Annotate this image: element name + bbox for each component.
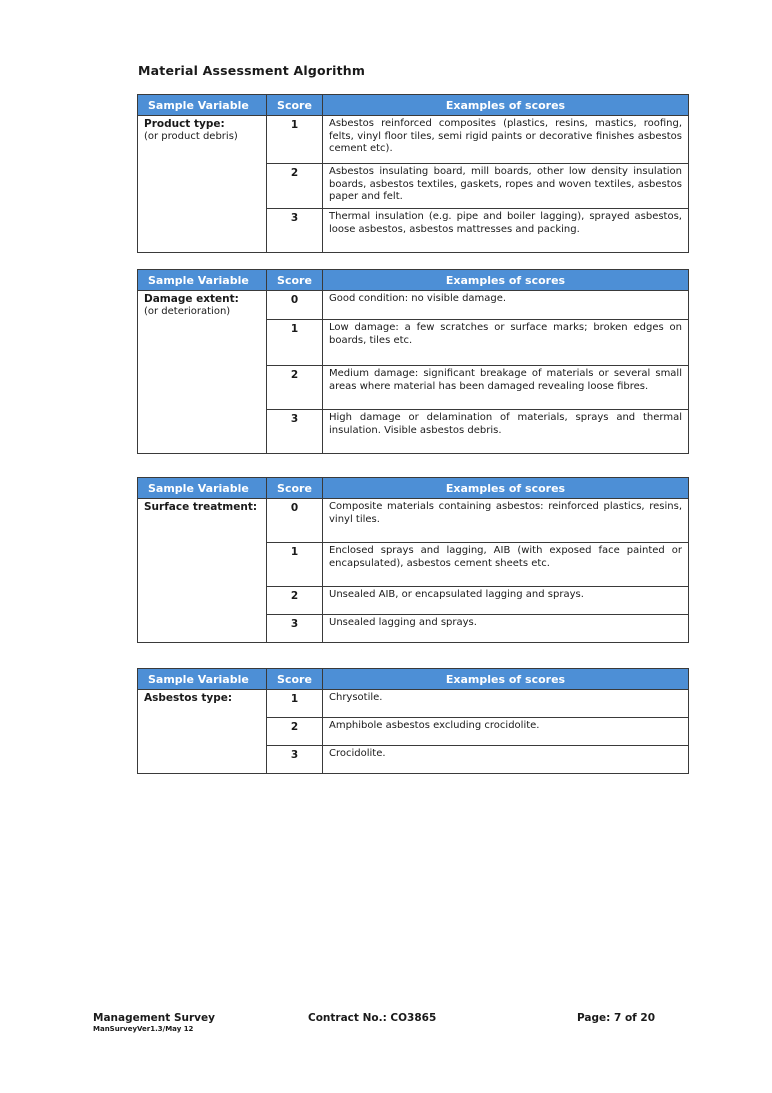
variable-name: Damage extent: xyxy=(144,293,239,305)
score-cell: 0 xyxy=(267,499,323,543)
example-cell: Thermal insulation (e.g. pipe and boiler lagging), sprayed asbestos, loose asbestos, asbestos mattresses and packing. xyxy=(323,209,689,253)
variable-cell xyxy=(138,690,267,774)
table-header-row xyxy=(138,669,689,690)
footer-contract-number: Contract No.: CO3865 xyxy=(308,1012,437,1024)
table-row xyxy=(138,690,689,718)
variable-cell xyxy=(138,116,267,253)
variable-cell xyxy=(138,499,267,643)
example-cell: Asbestos reinforced composites (plastics, resins, mastics, roofing, felts, vinyl floor tiles, semi rigid paints or decorative finishes asbestos cement etc). xyxy=(323,116,689,164)
score-cell: 2 xyxy=(267,366,323,410)
table-header-row xyxy=(138,478,689,499)
header-examples: Examples of scores xyxy=(323,669,689,690)
score-cell: 3 xyxy=(267,410,323,454)
header-sample-variable: Sample Variable xyxy=(138,669,267,690)
footer-doc-title: Management Survey xyxy=(93,1012,215,1024)
header-examples: Examples of scores xyxy=(323,270,689,291)
example-cell: Amphibole asbestos excluding crocidolite. xyxy=(323,718,689,746)
score-cell: 2 xyxy=(267,587,323,615)
damage-extent-table xyxy=(137,269,689,454)
example-cell: Composite materials containing asbestos: reinforced plastics, resins, vinyl tiles. xyxy=(323,499,689,543)
example-cell: Good condition: no visible damage. xyxy=(323,291,689,320)
footer-doc-version: ManSurveyVer1.3/May 12 xyxy=(93,1025,194,1033)
score-cell: 0 xyxy=(267,291,323,320)
variable-name: Asbestos type: xyxy=(144,692,233,704)
example-cell: Medium damage: significant breakage of materials or several small areas where material has been damaged revealing loose fibres. xyxy=(323,366,689,410)
example-cell: Low damage: a few scratches or surface marks; broken edges on boards, tiles etc. xyxy=(323,320,689,366)
footer-document-info xyxy=(93,1012,215,1033)
header-sample-variable: Sample Variable xyxy=(138,270,267,291)
example-cell: High damage or delamination of materials, sprays and thermal insulation. Visible asbestos debris. xyxy=(323,410,689,454)
score-cell: 3 xyxy=(267,209,323,253)
score-cell: 1 xyxy=(267,690,323,718)
table-header-row xyxy=(138,270,689,291)
variable-subtitle: (or deterioration) xyxy=(144,305,231,317)
table-row xyxy=(138,499,689,543)
example-cell: Chrysotile. xyxy=(323,690,689,718)
example-cell: Enclosed sprays and lagging, AIB (with exposed face painted or encapsulated), asbestos cement sheets etc. xyxy=(323,543,689,587)
example-cell: Asbestos insulating board, mill boards, other low density insulation boards, asbestos textiles, gaskets, ropes and woven textiles, asbestos paper and felt. xyxy=(323,164,689,209)
table-row xyxy=(138,116,689,164)
variable-name: Product type: xyxy=(144,118,225,130)
example-cell: Unsealed lagging and sprays. xyxy=(323,615,689,643)
table-row xyxy=(138,291,689,320)
score-cell: 3 xyxy=(267,746,323,774)
product-type-table xyxy=(137,94,689,253)
score-cell: 1 xyxy=(267,543,323,587)
header-score: Score xyxy=(267,270,323,291)
header-score: Score xyxy=(267,669,323,690)
surface-treatment-table xyxy=(137,477,689,643)
table-header-row xyxy=(138,95,689,116)
example-cell: Unsealed AIB, or encapsulated lagging and sprays. xyxy=(323,587,689,615)
variable-name: Surface treatment: xyxy=(144,501,258,513)
variable-cell xyxy=(138,291,267,454)
variable-subtitle: (or product debris) xyxy=(144,130,238,142)
page-title: Material Assessment Algorithm xyxy=(138,63,366,78)
footer-page-number: Page: 7 of 20 xyxy=(577,1012,656,1024)
asbestos-type-table xyxy=(137,668,689,774)
header-examples: Examples of scores xyxy=(323,95,689,116)
header-score: Score xyxy=(267,478,323,499)
score-cell: 1 xyxy=(267,320,323,366)
header-sample-variable: Sample Variable xyxy=(138,95,267,116)
score-cell: 1 xyxy=(267,116,323,164)
header-examples: Examples of scores xyxy=(323,478,689,499)
example-cell: Crocidolite. xyxy=(323,746,689,774)
score-cell: 2 xyxy=(267,718,323,746)
score-cell: 2 xyxy=(267,164,323,209)
header-sample-variable: Sample Variable xyxy=(138,478,267,499)
header-score: Score xyxy=(267,95,323,116)
score-cell: 3 xyxy=(267,615,323,643)
